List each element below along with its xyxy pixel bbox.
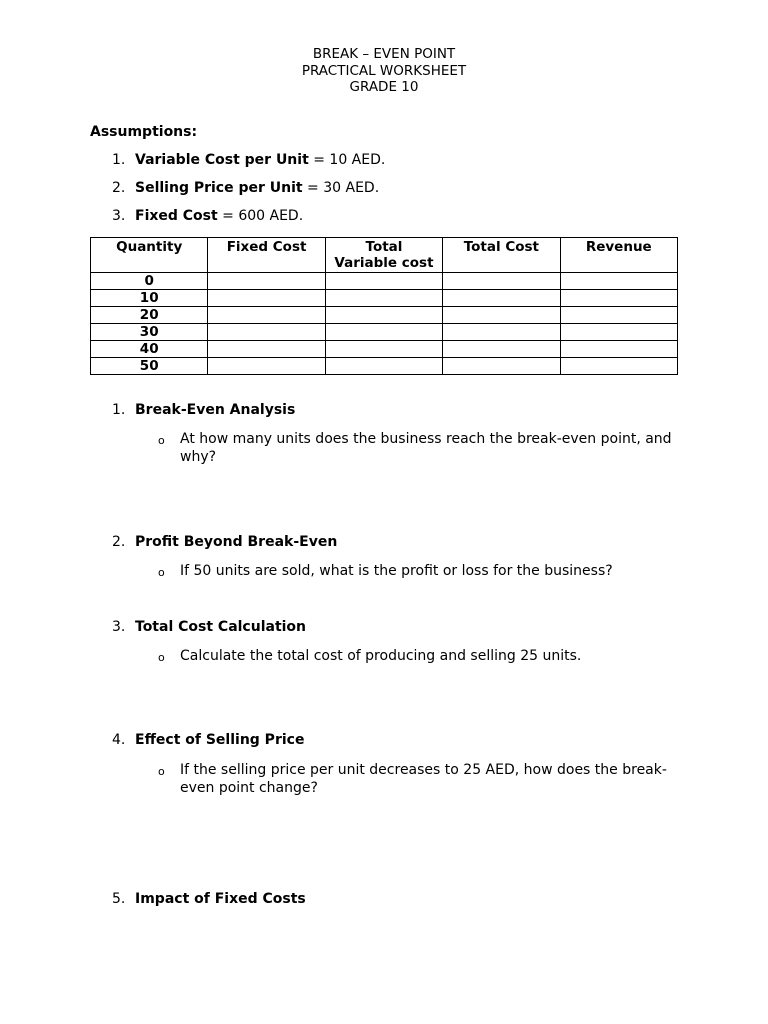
table-row <box>91 358 678 375</box>
assumptions-heading: Assumptions: <box>90 124 198 140</box>
assumption-label: Selling Price per Unit <box>135 180 303 196</box>
fixed-cost-cell[interactable] <box>208 290 325 307</box>
revenue-cell[interactable] <box>560 307 677 324</box>
quantity-cell: 10 <box>91 290 208 307</box>
question-number: 3. <box>112 619 126 635</box>
header-line: Total <box>365 239 403 255</box>
header-revenue: Revenue <box>560 238 677 273</box>
total-variable-cost-cell[interactable] <box>325 273 442 290</box>
table-row <box>91 341 678 358</box>
question-title: Break-Even Analysis <box>135 402 296 418</box>
title-line-1: BREAK – EVEN POINT <box>312 46 456 62</box>
total-cost-cell[interactable] <box>443 307 560 324</box>
header-line: Variable cost <box>334 255 434 271</box>
total-variable-cost-cell[interactable] <box>325 307 442 324</box>
question-4-text: If the selling price per unit decreases to 25 AED, how does the break-even point change? <box>180 762 667 796</box>
assumption-label: Fixed Cost <box>135 208 218 224</box>
bullet-marker: o <box>158 651 165 664</box>
question-3-text: Calculate the total cost of producing and selling 25 units. <box>180 648 582 664</box>
revenue-cell[interactable] <box>560 290 677 307</box>
total-cost-cell[interactable] <box>443 290 560 307</box>
total-variable-cost-cell[interactable] <box>325 358 442 375</box>
fixed-cost-cell[interactable] <box>208 307 325 324</box>
assumption-number: 1. <box>112 152 126 168</box>
fixed-cost-cell[interactable] <box>208 358 325 375</box>
table-row <box>91 290 678 307</box>
table-row <box>91 307 678 324</box>
header-quantity: Quantity <box>91 238 208 273</box>
question-2-text: If 50 units are sold, what is the profit or loss for the business? <box>180 563 613 579</box>
header-total-variable-cost <box>325 238 442 273</box>
total-variable-cost-cell[interactable] <box>325 290 442 307</box>
question-title: Total Cost Calculation <box>135 619 307 635</box>
title-line-3: GRADE 10 <box>349 79 419 95</box>
bullet-marker: o <box>158 566 165 579</box>
table-row <box>91 273 678 290</box>
quantity-cell: 40 <box>91 341 208 358</box>
question-title: Profit Beyond Break-Even <box>135 534 338 550</box>
header-total-cost: Total Cost <box>443 238 560 273</box>
question-title: Impact of Fixed Costs <box>135 891 306 907</box>
assumption-label: Variable Cost per Unit <box>135 152 309 168</box>
quantity-cell: 30 <box>91 324 208 341</box>
table-header-row <box>91 238 678 273</box>
assumption-value: = 30 AED. <box>302 180 380 196</box>
total-cost-cell[interactable] <box>443 324 560 341</box>
question-number: 4. <box>112 732 126 748</box>
bullet-marker: o <box>158 765 165 778</box>
title-line-2: PRACTICAL WORKSHEET <box>301 62 467 79</box>
break-even-table <box>90 237 678 375</box>
question-1-text: At how many units does the business reach the break-even point, and why? <box>180 431 672 465</box>
quantity-cell: 20 <box>91 307 208 324</box>
total-variable-cost-cell[interactable] <box>325 324 442 341</box>
quantity-cell: 0 <box>91 273 208 290</box>
assumption-value: = 600 AED. <box>217 208 304 224</box>
total-cost-cell[interactable] <box>443 358 560 375</box>
quantity-cell: 50 <box>91 358 208 375</box>
revenue-cell[interactable] <box>560 341 677 358</box>
fixed-cost-cell[interactable] <box>208 341 325 358</box>
question-number: 2. <box>112 534 126 550</box>
total-cost-cell[interactable] <box>443 273 560 290</box>
assumption-number: 3. <box>112 208 126 224</box>
header-fixed-cost: Fixed Cost <box>208 238 325 273</box>
question-number: 1. <box>112 402 126 418</box>
revenue-cell[interactable] <box>560 358 677 375</box>
fixed-cost-cell[interactable] <box>208 324 325 341</box>
page-title <box>0 46 768 96</box>
question-title: Effect of Selling Price <box>135 732 305 748</box>
table-row <box>91 324 678 341</box>
revenue-cell[interactable] <box>560 324 677 341</box>
question-number: 5. <box>112 891 126 907</box>
assumption-number: 2. <box>112 180 126 196</box>
fixed-cost-cell[interactable] <box>208 273 325 290</box>
total-cost-cell[interactable] <box>443 341 560 358</box>
revenue-cell[interactable] <box>560 273 677 290</box>
assumption-value: = 10 AED. <box>308 152 386 168</box>
total-variable-cost-cell[interactable] <box>325 341 442 358</box>
bullet-marker: o <box>158 434 165 447</box>
